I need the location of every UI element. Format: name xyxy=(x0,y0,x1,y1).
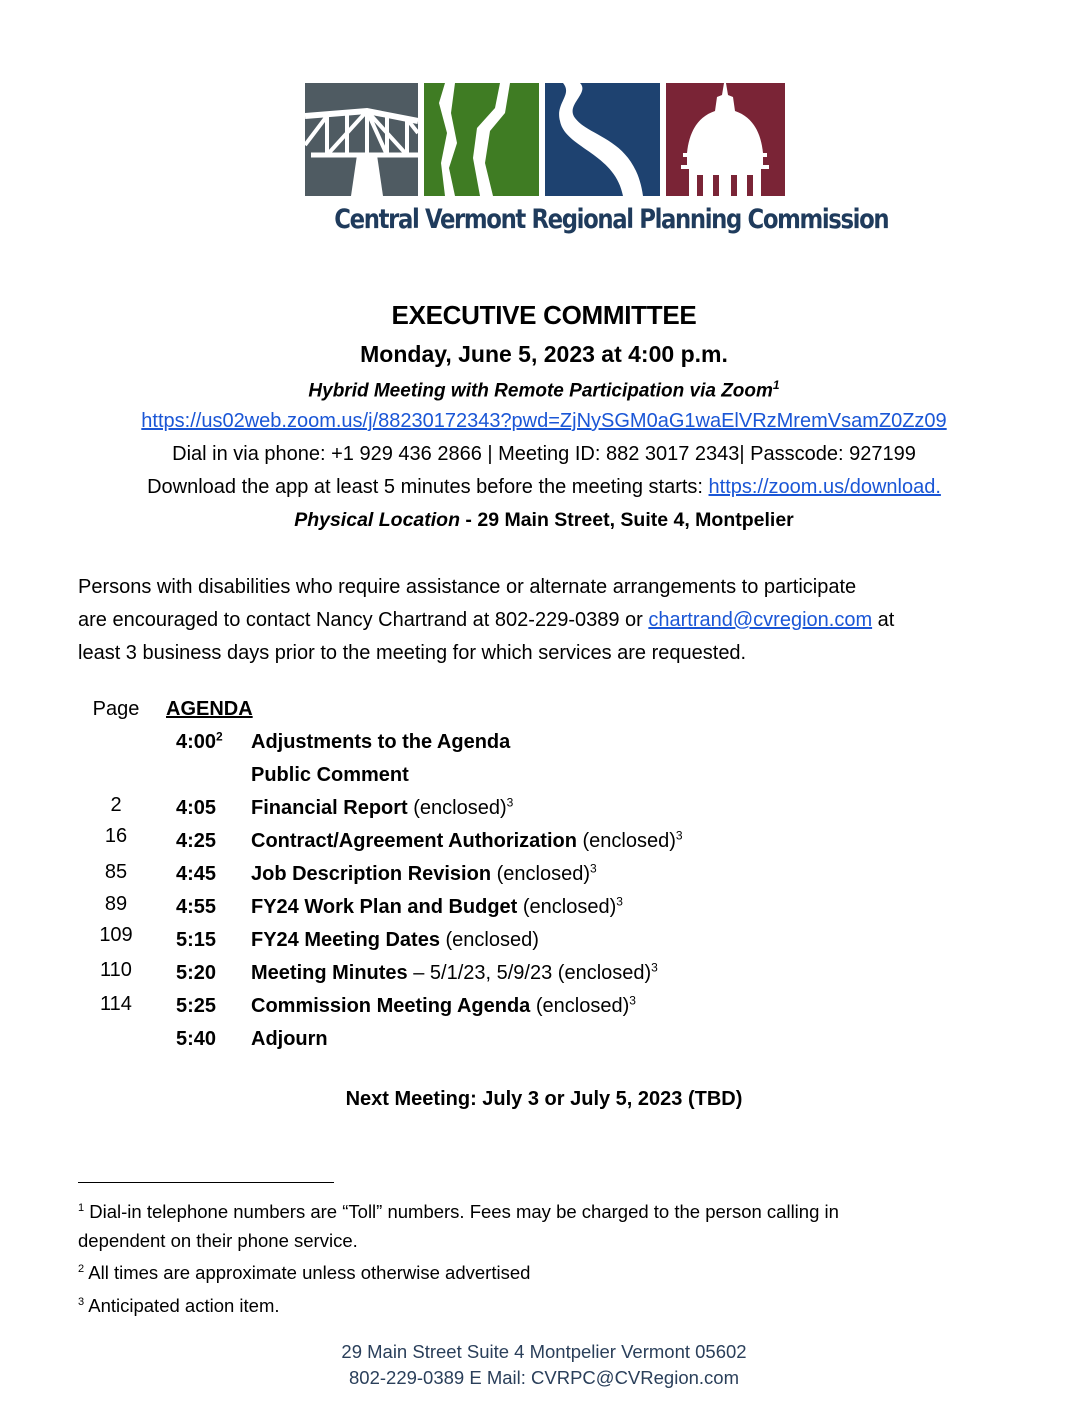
agenda-item-title: Adjustments to the Agenda xyxy=(251,731,511,753)
page-column-header: Page xyxy=(92,698,140,720)
footnote-text: All times are approximate unless otherwise advertised xyxy=(84,1262,531,1284)
agenda-item-title: Contract/Agreement Authorization xyxy=(251,830,577,852)
footnotes xyxy=(78,1194,1038,1320)
agenda-time-text: 5:40 xyxy=(176,1028,217,1050)
contact-email-link[interactable]: chartrand@cvregion.com xyxy=(648,609,873,631)
download-line xyxy=(0,476,1088,499)
agenda-item-description xyxy=(251,797,513,820)
capitol-dome-icon xyxy=(666,83,785,196)
agenda-item-description xyxy=(251,896,623,919)
agenda-item-title: Commission Meeting Agenda xyxy=(251,995,531,1017)
agenda-time xyxy=(176,731,223,754)
agenda-item-note: (enclosed) xyxy=(439,929,539,951)
meeting-date: Monday, June 5, 2023 at 4:00 p.m. xyxy=(360,341,728,367)
agenda-item-title: Financial Report xyxy=(251,797,408,819)
agenda-time xyxy=(176,1028,216,1051)
footnote-text: Dial-in telephone numbers are “Toll” numbers. Fees may be charged to the person calling in xyxy=(84,1201,839,1223)
agenda-header-row xyxy=(80,698,880,731)
agenda-item-note: (enclosed) xyxy=(517,896,617,918)
page-title: EXECUTIVE COMMITTEE xyxy=(391,300,697,330)
agenda-item-note: (enclosed) xyxy=(407,797,507,819)
agenda-page-number: 2 xyxy=(110,794,122,816)
agenda-item xyxy=(80,1028,880,1061)
agenda-item-description xyxy=(251,830,683,853)
agenda-time xyxy=(176,863,216,886)
footnote-2 xyxy=(78,1255,1038,1288)
footnote-number: 1 xyxy=(78,1202,85,1214)
physical-sep: - xyxy=(460,509,478,531)
footer-contact: 802-229-0389 E Mail: CVRPC@CVRegion.com xyxy=(349,1367,739,1388)
agenda-item-description xyxy=(251,962,658,985)
agenda-time xyxy=(176,896,216,919)
agenda-page-number: 85 xyxy=(104,861,128,883)
agenda-time-text: 5:25 xyxy=(176,995,217,1017)
agenda-page-number: 89 xyxy=(104,893,128,915)
footnote-number: 3 xyxy=(78,1295,85,1308)
footnote-ref: 3 xyxy=(590,861,597,876)
accessibility-line-3: least 3 business days prior to the meeting for which services are requested. xyxy=(78,642,747,664)
agenda-item xyxy=(80,924,880,962)
footnote-ref: 3 xyxy=(616,894,623,909)
accessibility-text: are encouraged to contact Nancy Chartrand at 802-229-0389 or xyxy=(78,609,649,631)
footnote-3 xyxy=(78,1288,1038,1321)
agenda-item-description xyxy=(251,995,636,1018)
hybrid-meeting-note xyxy=(0,378,1088,402)
agenda-item-description xyxy=(251,764,409,787)
agenda-time-text: 5:15 xyxy=(176,929,217,951)
river-icon xyxy=(545,83,660,196)
agenda-item-title: FY24 Meeting Dates xyxy=(251,929,440,951)
organization-name: Central Vermont Regional Planning Commission xyxy=(334,204,889,235)
agenda-item xyxy=(80,959,880,995)
agenda-item-title: Adjourn xyxy=(251,1028,328,1050)
agenda-item xyxy=(80,893,880,929)
agenda-item-title: FY24 Work Plan and Budget xyxy=(251,896,518,918)
footnote-ref: 3 xyxy=(629,993,636,1008)
agenda-time xyxy=(176,830,216,853)
accessibility-line-1: Persons with disabilities who require assistance or alternate arrangements to participate xyxy=(78,576,857,598)
footer-address: 29 Main Street Suite 4 Montpelier Vermont 05602 xyxy=(341,1341,747,1362)
agenda-time-text: 4:55 xyxy=(176,896,217,918)
footnote-1 xyxy=(78,1194,1038,1227)
agenda-item-note: – 5/1/23, 5/9/23 (enclosed) xyxy=(407,962,652,984)
agenda-item-title: Public Comment xyxy=(251,764,409,786)
agenda-page-number: 109 xyxy=(99,924,133,946)
agenda-item-description xyxy=(251,731,510,754)
footnote-text: Anticipated action item. xyxy=(84,1294,280,1316)
agenda-item xyxy=(80,825,880,863)
vermont-map-icon xyxy=(424,83,539,196)
cvrpc-logo xyxy=(305,83,785,196)
agenda-page-number: 110 xyxy=(100,959,132,981)
agenda-time xyxy=(176,929,216,952)
footnote-ref: 3 xyxy=(651,960,658,975)
agenda-item-title: Meeting Minutes xyxy=(251,962,408,984)
agenda-item-note: (enclosed) xyxy=(576,830,676,852)
footnote-ref: 1 xyxy=(772,378,780,392)
agenda-time-text: 4:05 xyxy=(176,797,217,819)
agenda-page-number: 16 xyxy=(104,825,128,847)
hybrid-text: Hybrid Meeting with Remote Participation via Zoom xyxy=(308,380,773,402)
physical-label: Physical Location xyxy=(294,509,461,531)
footnote-divider xyxy=(78,1182,334,1183)
agenda-item-title: Job Description Revision xyxy=(251,863,492,885)
footnote-1-cont: dependent on their phone service. xyxy=(78,1229,358,1251)
agenda-item xyxy=(80,794,880,830)
agenda-item xyxy=(80,764,880,797)
agenda-time xyxy=(176,962,216,985)
physical-address: 29 Main Street, Suite 4, Montpelier xyxy=(477,509,794,531)
agenda-time-text: 4:00 xyxy=(176,731,217,753)
accessibility-text: at xyxy=(872,609,895,631)
agenda-item-description xyxy=(251,929,539,952)
zoom-link-line xyxy=(0,410,1088,433)
agenda-item-note: (enclosed) xyxy=(491,863,590,885)
agenda-page-number: 114 xyxy=(100,993,132,1015)
agenda-heading: AGENDA xyxy=(166,698,253,720)
agenda-time xyxy=(176,995,216,1018)
physical-location xyxy=(0,509,1088,532)
agenda-item xyxy=(80,995,880,1028)
next-meeting: Next Meeting: July 3 or July 5, 2023 (TBD) xyxy=(345,1088,743,1110)
footnote-ref: 3 xyxy=(506,795,514,810)
agenda-time-text: 5:20 xyxy=(176,962,217,984)
accessibility-notice xyxy=(78,571,1028,670)
agenda-time-text: 4:45 xyxy=(176,863,217,885)
download-text: Download the app at least 5 minutes before the meeting starts: xyxy=(147,476,709,498)
footnote-ref: 3 xyxy=(675,828,683,843)
agenda-time xyxy=(176,797,216,820)
agenda-item-description xyxy=(251,863,597,886)
footnote-number: 2 xyxy=(78,1263,85,1276)
agenda-item-note: (enclosed) xyxy=(530,995,630,1017)
accessibility-line-2 xyxy=(78,604,1028,637)
zoom-download-link[interactable]: https://zoom.us/download. xyxy=(708,476,941,498)
agenda-item xyxy=(80,863,880,896)
zoom-meeting-link[interactable]: https://us02web.zoom.us/j/88230172343?pwd=ZjNySGM0aG1waElVRzMremVsamZ0Zz09 xyxy=(141,410,947,432)
bridge-icon xyxy=(305,83,418,196)
agenda-time-text: 4:25 xyxy=(176,830,217,852)
dial-in-info: Dial in via phone: +1 929 436 2866 | Meeting ID: 882 3017 2343| Passcode: 927199 xyxy=(172,443,916,465)
agenda-item-description xyxy=(251,1028,328,1051)
footnote-ref: 2 xyxy=(216,729,223,744)
agenda-item xyxy=(80,731,880,764)
